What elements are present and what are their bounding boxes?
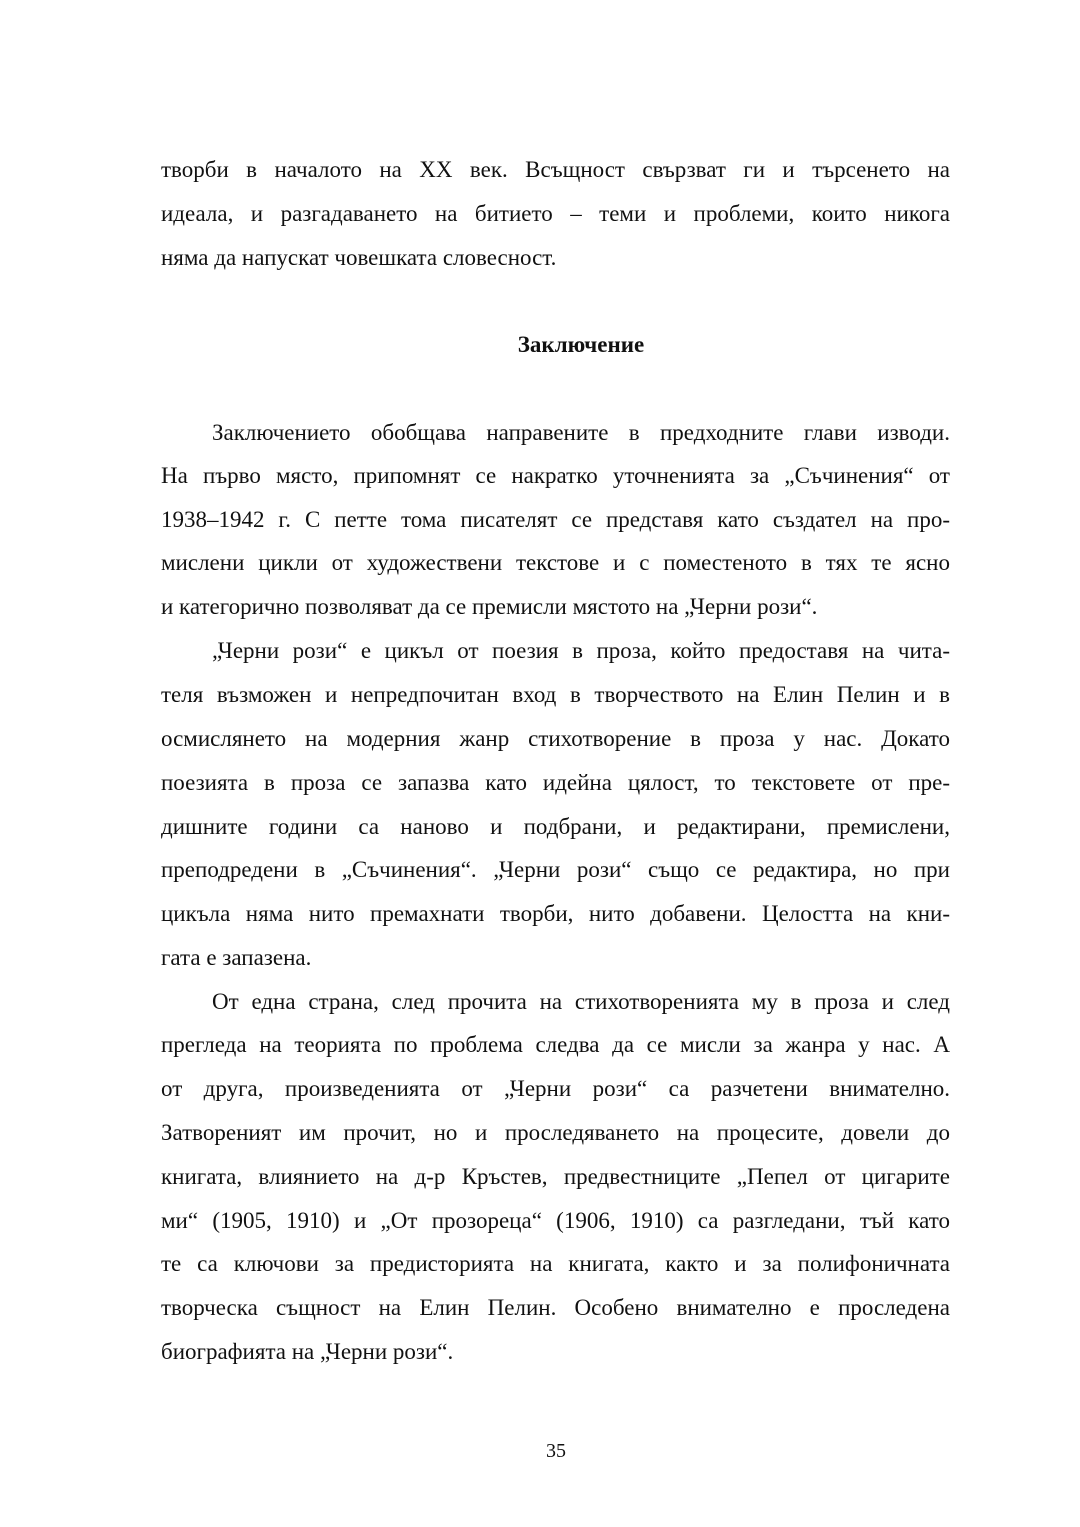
paragraph3-line-1: От една страна, след прочита на стихотворенията му в проза и след bbox=[212, 989, 950, 1014]
intro-line-2: идеала, и разгадаването на битието – теми и проблеми, които никога bbox=[161, 201, 950, 226]
section-heading: Заключение bbox=[517, 332, 645, 357]
paragraph1-line-3: 1938–1942 г. С петте тома писателят се представя като създател на про- bbox=[161, 507, 950, 532]
paragraph2-line-1: „Черни рози“ е цикъл от поезия в проза, който предоставя на чита- bbox=[212, 638, 950, 663]
paragraph2-line-8: гата е запазена. bbox=[161, 945, 312, 970]
intro-line-1: творби в началото на XX век. Всъщност свързват ги и търсенето на bbox=[161, 157, 950, 182]
paragraph2-line-4: поезията в проза се запазва като идейна цялост, то текстовете от пре- bbox=[161, 770, 950, 795]
paragraph2-line-2: теля възможен и непредпочитан вход в творчеството на Елин Пелин и в bbox=[161, 682, 950, 707]
paragraph1-line-2: На първо място, припомнят се накратко уточненията за „Съчинения“ от bbox=[161, 463, 950, 488]
paragraph3-line-7: те са ключови за предисторията на книгата, както и за полифоничната bbox=[161, 1251, 950, 1276]
paragraph3-line-4: Затвореният им прочит, но и проследяването на процесите, довели до bbox=[161, 1120, 950, 1145]
paragraph1-line-5: и категорично позволяват да се премисли мястото на „Черни рози“. bbox=[161, 594, 818, 619]
paragraph3-line-3: от друга, произведенията от „Черни рози“ са разчетени внимателно. bbox=[161, 1076, 950, 1101]
paragraph2-line-3: осмислянето на модерния жанр стихотворение в проза у нас. Докато bbox=[161, 726, 950, 751]
paragraph3-line-6: ми“ (1905, 1910) и „От прозореца“ (1906, 1910) са разгледани, тъй като bbox=[161, 1208, 950, 1233]
page-number: 35 bbox=[546, 1440, 566, 1462]
intro-line-3: няма да напускат човешката словесност. bbox=[161, 245, 557, 270]
paragraph1-line-1: Заключението обобщава направените в предходните глави изводи. bbox=[212, 420, 950, 445]
paragraph3-line-9: биографията на „Черни рози“. bbox=[161, 1339, 454, 1364]
paragraph3-line-8: творческа същност на Елин Пелин. Особено внимателно е проследена bbox=[161, 1295, 950, 1320]
paragraph2-line-5: дишните години са наново и подбрани, и редактирани, премислени, bbox=[161, 814, 950, 839]
paragraph1-line-4: мислени цикли от художествени текстове и с поместеното в тях те ясно bbox=[161, 550, 950, 575]
paragraph2-line-7: цикъла няма нито премахнати творби, нито добавени. Целостта на кни- bbox=[161, 901, 950, 926]
paragraph3-line-5: книгата, влиянието на д-р Кръстев, предвестниците „Пепел от цигарите bbox=[161, 1164, 950, 1189]
paragraph3-line-2: прегледа на теорията по проблема следва да се мисли за жанра у нас. А bbox=[161, 1032, 950, 1057]
paragraph2-line-6: преподредени в „Съчинения“. „Черни рози“ също се редактира, но при bbox=[161, 857, 950, 882]
